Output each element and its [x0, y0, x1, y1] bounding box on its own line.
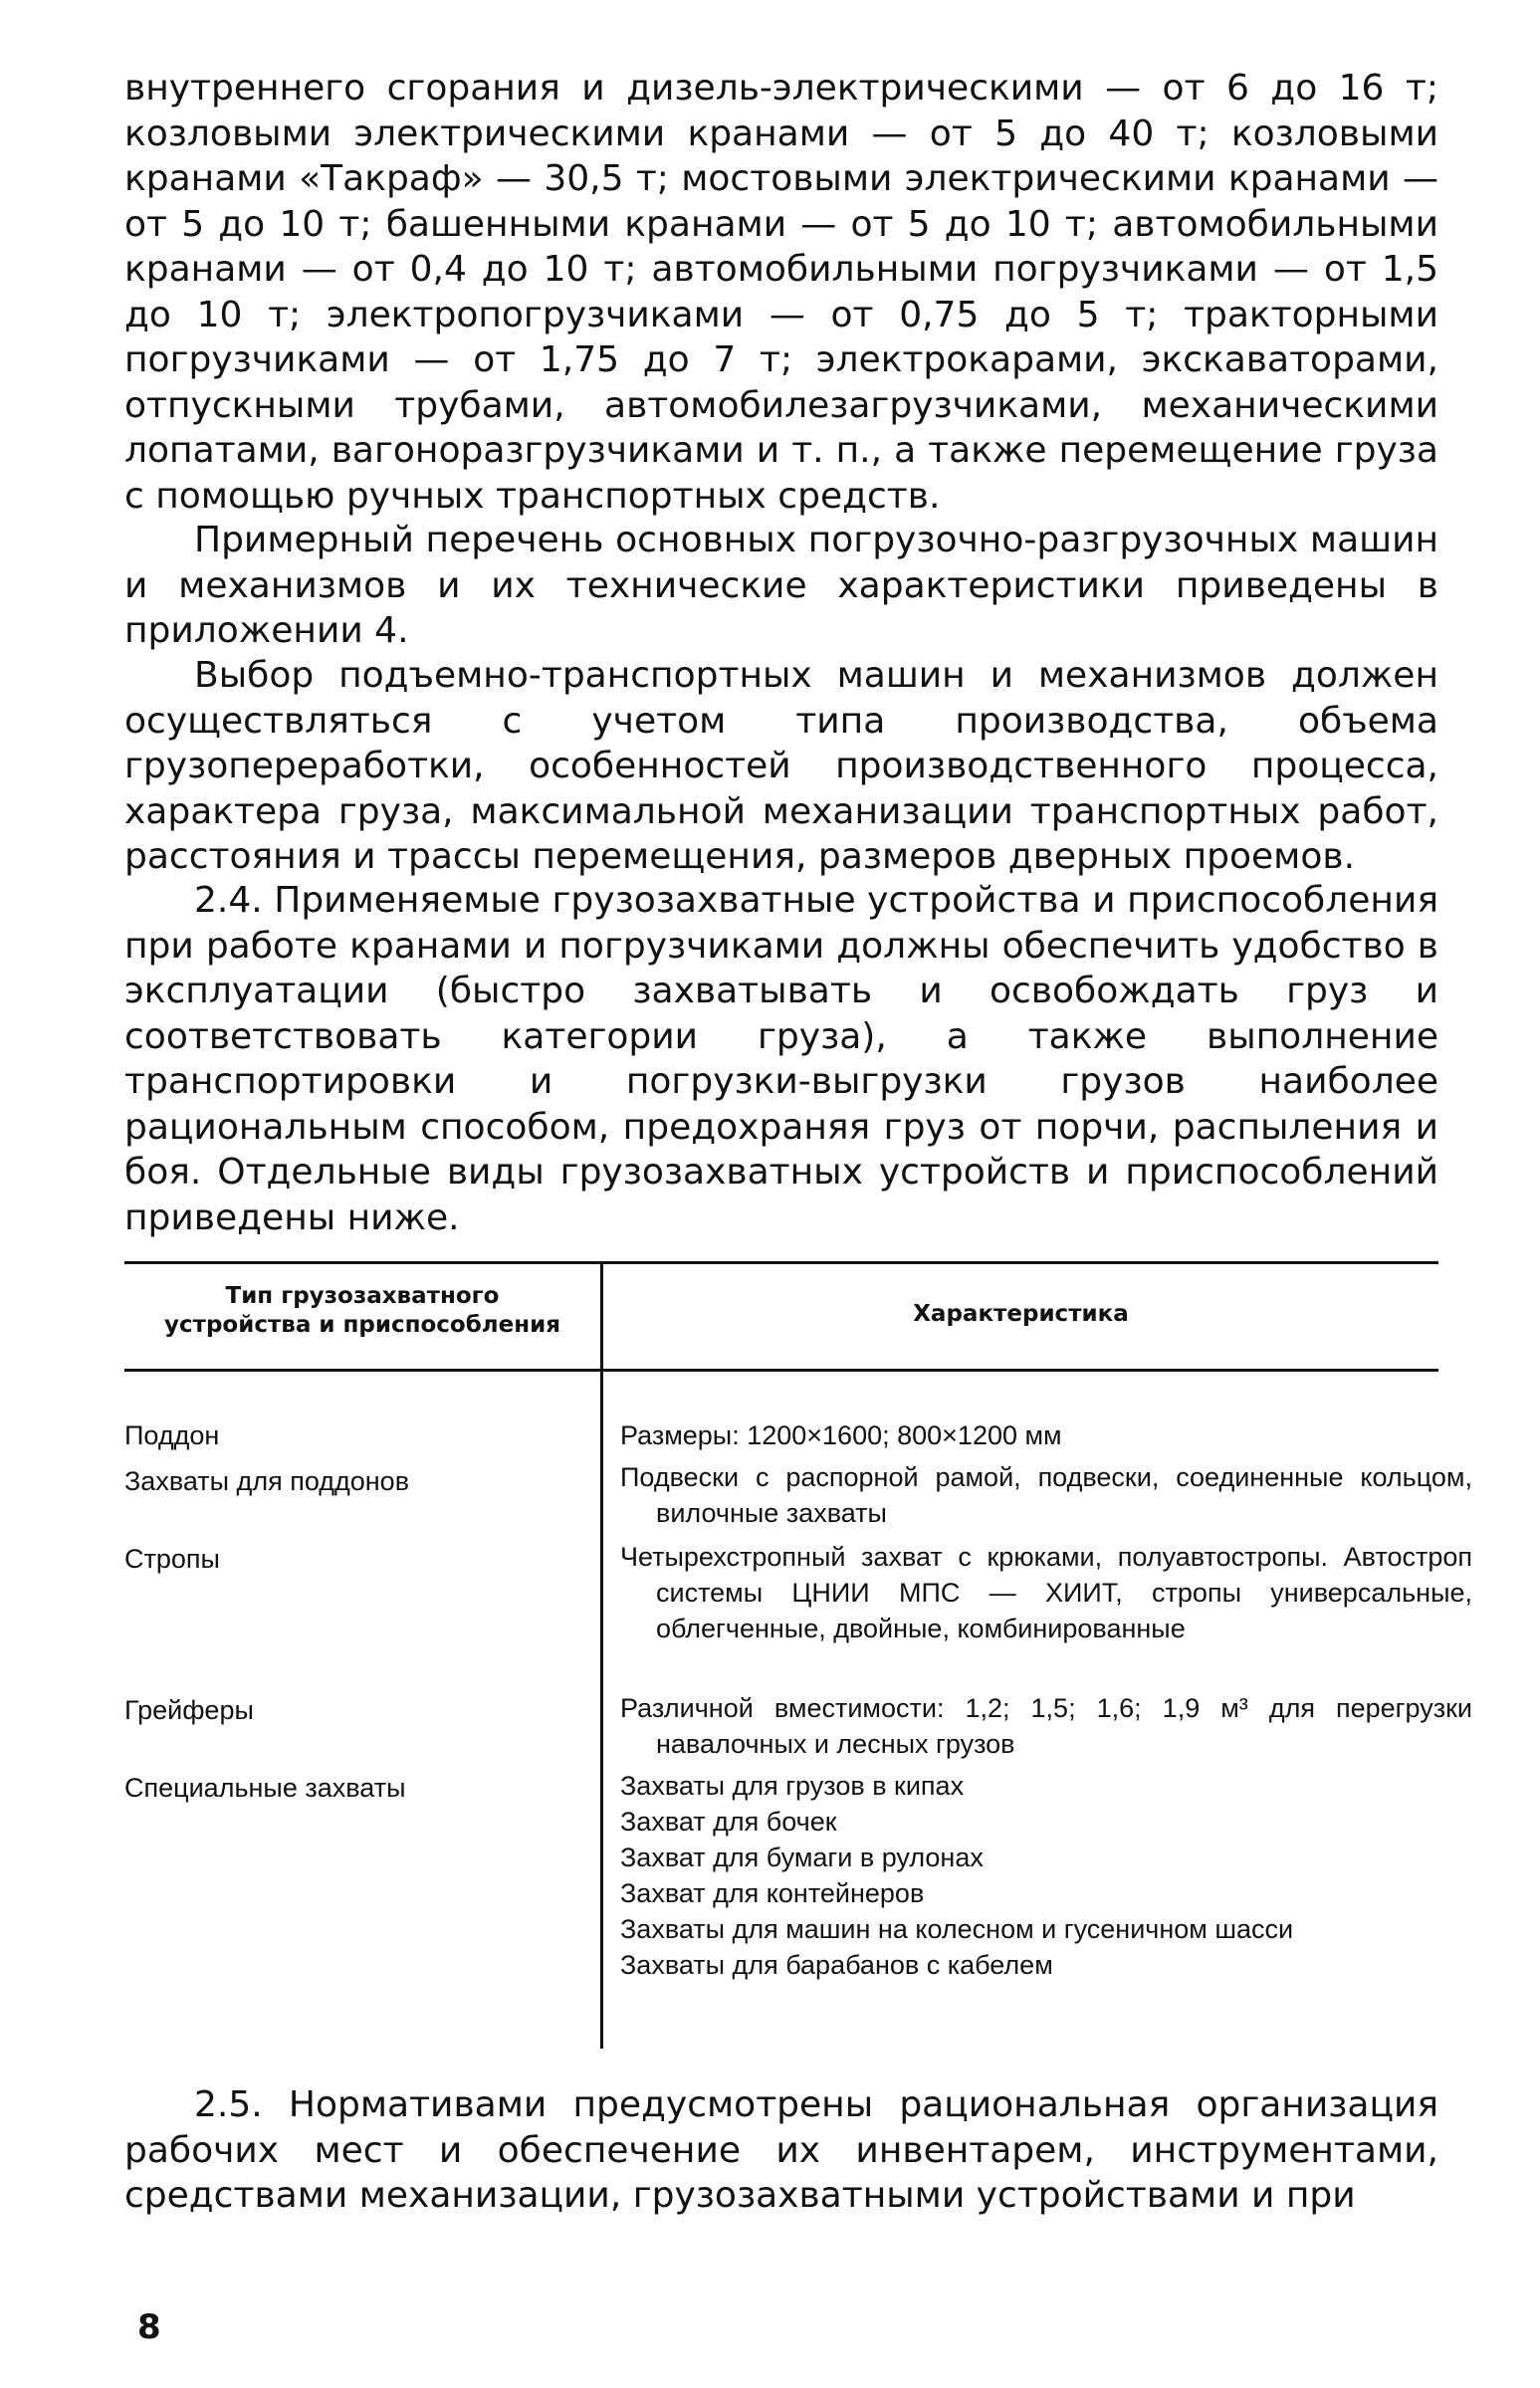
special-grip-containers: Захват для контейнеров — [620, 1878, 925, 1908]
row-type-pallet-grips: Захваты для поддонов — [124, 1466, 410, 1496]
paragraph-section-2-5: 2.5. Нормативами предусмотрены рациональная организация рабочих мест и обеспечение их инвентарем, инструментами, средствами механизации, грузозахватными устройствами и при — [124, 2084, 1438, 2216]
special-grip-cable-drums: Захваты для барабанов с кабелем — [620, 1950, 1053, 1980]
paragraph-appendix-reference: Примерный перечень основных погрузочно-разгрузочных машин и механизмов и их технические характеристики приведены в приложении 4. — [124, 520, 1438, 651]
row-type-pallet: Поддон — [124, 1420, 220, 1450]
table-top-rule — [124, 1261, 1438, 1264]
paragraph-section-2-4: 2.4. Применяемые грузозахватные устройства и приспособления при работе кранами и погрузчиками должны обеспечить удобство в эксплуатации (быстро захватывать и освобождать груз и соответствовать категории груза), а также выполнение транспортировки и погрузки-выгрузки грузов наиболее рациональным способом, предохраняя груз от порчи, распыления и боя. Отдельные виды грузозахватных устройств и приспособлений приведены ниже. — [124, 880, 1438, 1238]
paragraph-machine-selection: Выбор подъемно-транспортных машин и механизмов должен осуществляться с учетом типа производства, объема грузопереработки, особенностей производственного процесса, характера груза, максимальной механизации транспортных работ, расстояния и трассы перемещения, размеров дверных проемов. — [124, 655, 1438, 877]
row-type-grabs: Грейферы — [124, 1695, 254, 1725]
row-char-slings: Четырехстропный захват с крюками, полуавтостропы. Автостроп системы ЦНИИ МПС — ХИИТ, стропы универсальные, облегченные, двойные, комбинированные — [620, 1542, 1472, 1643]
special-grip-bales: Захваты для грузов в кипах — [620, 1771, 965, 1801]
header-type-line2: устройства и приспособления — [163, 1312, 561, 1338]
table-header-characteristic: Характеристика — [913, 1301, 1129, 1327]
row-char-pallet-grips: Подвески с распорной рамой, подвески, соединенные кольцом, вилочные захваты — [620, 1462, 1472, 1528]
paragraph-continuation: внутреннего сгорания и дизель-электрическими — от 6 до 16 т; козловыми электрическими кранами — от 5 до 40 т; козловыми кранами «Такраф» — 30,5 т; мостовыми электрическими кранами — от 5 до 10 т; башенными кранами — от 5 до 10 т; автомобильными кранами — от 0,4 до 10 т; автомобильными погрузчиками — от 1,5 до 10 т; электропогрузчиками — от 0,75 до 5 т; тракторными погрузчиками — от 1,75 до 7 т; электрокарами, экскаваторами, отпускными трубами, автомобилезагрузчиками, механическими лопатами, вагоноразгрузчиками и т. п., а также перемещение груза с помощью ручных транспортных средств. — [124, 68, 1438, 517]
special-grip-paper-rolls: Захват для бумаги в рулонах — [620, 1843, 984, 1872]
row-char-special-grips — [620, 1768, 1436, 1983]
row-char-grabs: Различной вместимости: 1,2; 1,5; 1,6; 1,9 м³ для перегрузки навалочных и лесных грузов — [620, 1693, 1472, 1759]
special-grip-vehicles: Захваты для машин на колесном и гусеничном шасси — [620, 1914, 1294, 1944]
table-header-rule — [124, 1369, 1438, 1372]
row-type-slings: Стропы — [124, 1544, 220, 1574]
row-char-pallet: Размеры: 1200×1600; 800×1200 мм — [620, 1420, 1062, 1450]
page-number: 8 — [137, 2307, 161, 2347]
row-type-special-grips: Специальные захваты — [124, 1773, 406, 1803]
header-type-line1: Тип грузозахватного — [225, 1283, 500, 1309]
table-column-divider — [600, 1262, 603, 2049]
special-grip-barrels: Захват для бочек — [620, 1807, 837, 1837]
table-header-type — [124, 1282, 600, 1340]
